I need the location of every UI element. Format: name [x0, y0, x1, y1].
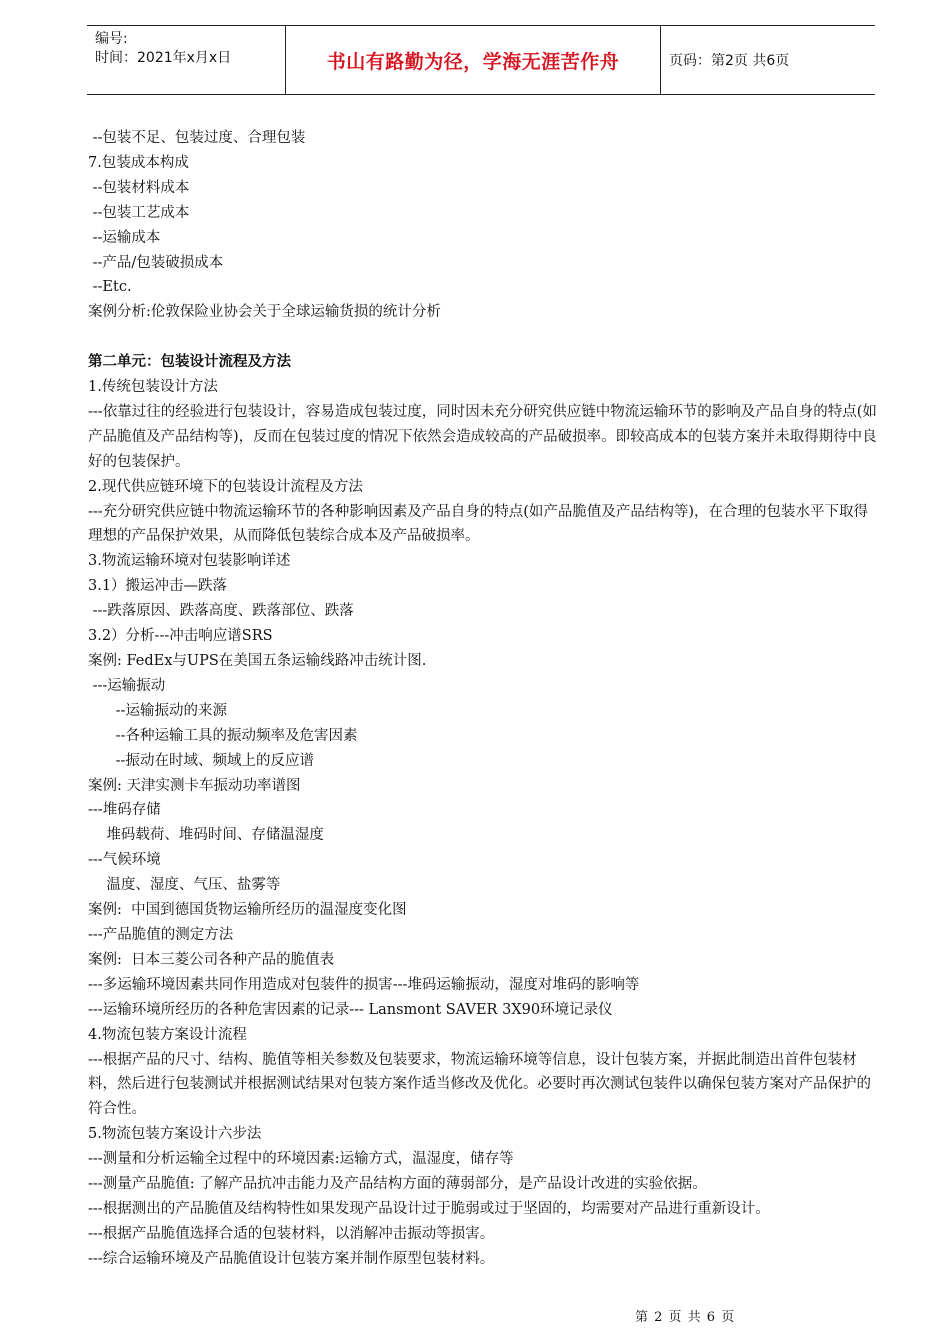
section-heading: 第二单元：包装设计流程及方法	[88, 354, 291, 371]
body-line: ---产品脆值的测定方法	[88, 926, 234, 943]
body-line: 案例: FedEx与UPS在美国五条运输线路冲击统计图.	[88, 653, 427, 670]
body-line: 3.物流运输环境对包装影响详述	[88, 553, 291, 570]
body-line: --包装工艺成本	[88, 204, 190, 221]
document-body	[88, 126, 878, 1272]
body-line: 案例: 天津实测卡车振动功率谱图	[88, 777, 301, 794]
body-line: --振动在时域、频域上的反应谱	[88, 752, 314, 769]
body-line: --Etc.	[88, 279, 132, 296]
document-time-label: 时间：2021年x月x日	[95, 50, 232, 66]
body-line: --包装材料成本	[88, 179, 190, 196]
body-line: ---充分研究供应链中物流运输环节的各种影响因素及产品自身的特点(如产品脆值及产品结构等)，在合理的包装水平下取得理想的产品保护效果，从而降低包装综合成本及产品破损率。	[88, 503, 869, 545]
body-line: 温度、湿度、气压、盐雾等	[88, 877, 281, 894]
body-line: 堆码载荷、堆码时间、存储温湿度	[88, 827, 324, 844]
header-page-label: 页码：第2页 共6页	[669, 53, 790, 69]
body-line: 3.2）分析---冲击响应谱SRS	[88, 628, 273, 645]
body-line: ---测量产品脆值: 了解产品抗冲击能力及产品结构方面的薄弱部分，是产品设计改进的实验依据。	[88, 1176, 707, 1193]
body-line: --运输振动的来源	[88, 702, 227, 719]
body-line: 案例: 日本三菱公司各种产品的脆值表	[88, 951, 335, 968]
body-line: 7.包装成本构成	[88, 154, 189, 171]
body-line: ---综合运输环境及产品脆值设计包装方案并制作原型包装材料。	[88, 1250, 495, 1267]
page-footer: 第 2 页 共 6 页	[635, 1310, 736, 1325]
body-line: ---测量和分析运输全过程中的环境因素:运输方式，温湿度，储存等	[88, 1151, 514, 1168]
body-line: 案例分析:伦敦保险业协会关于全球运输货损的统计分析	[88, 304, 441, 321]
document-number-label: 编号:	[95, 31, 128, 47]
body-line: ---运输振动	[88, 677, 166, 694]
body-line: --运输成本	[88, 229, 161, 246]
body-line: ---堆码存储	[88, 802, 161, 819]
header-meta	[95, 26, 285, 94]
body-line: 2.现代供应链环境下的包装设计流程及方法	[88, 478, 363, 495]
body-line: --包装不足、包装过度、合理包装	[88, 130, 306, 146]
body-line: ---气候环境	[88, 852, 161, 869]
body-line: 4.物流包装方案设计流程	[88, 1026, 247, 1043]
body-line: 1.传统包装设计方法	[88, 379, 218, 396]
body-line: ---根据产品的尺寸、结构、脆值等相关参数及包装要求，物流运输环境等信息，设计包装方案，并据此制造出首件包装材料，然后进行包装测试并根据测试结果对包装方案作适当修改及优化。必要时再次测试包装件以确保包装方案对产品保护的符合性。	[88, 1051, 871, 1118]
body-line: --产品/包装破损成本	[88, 254, 224, 271]
body-line: ---跌落原因、跌落高度、跌落部位、跌落	[88, 603, 354, 620]
body-line: 案例: 中国到德国货物运输所经历的温湿度变化图	[88, 902, 407, 919]
body-line: 5.物流包装方案设计六步法	[88, 1126, 262, 1143]
body-line: 3.1）搬运冲击—跌落	[88, 578, 228, 595]
body-line: ---根据产品脆值选择合适的包装材料，以消解冲击振动等损害。	[88, 1225, 495, 1242]
body-line: ---多运输环境因素共同作用造成对包装件的损害---堆码运输振动，湿度对堆码的影响等	[88, 976, 640, 993]
body-line: ---依靠过往的经验进行包装设计，容易造成包装过度，同时因未充分研究供应链中物流运输环节的影响及产品自身的特点(如产品脆值及产品结构等)，反而在包装过度的情况下依然会造成较高的产品破损率。即较高成本的包装方案并未取得期待中良好的包装保护。	[88, 403, 877, 470]
body-line: ---根据测出的产品脆值及结构特性如果发现产品设计过于脆弱或过于坚固的，均需要对产品进行重新设计。	[88, 1200, 770, 1217]
body-line: ---运输环境所经历的各种危害因素的记录--- Lansmont SAVER 3X90环境记录仪	[88, 1001, 613, 1018]
page-header	[87, 25, 875, 95]
body-line: --各种运输工具的振动频率及危害因素	[88, 727, 358, 744]
blank-line	[88, 325, 878, 350]
header-motto: 书山有路勤为径，学海无涯苦作舟	[285, 26, 661, 94]
